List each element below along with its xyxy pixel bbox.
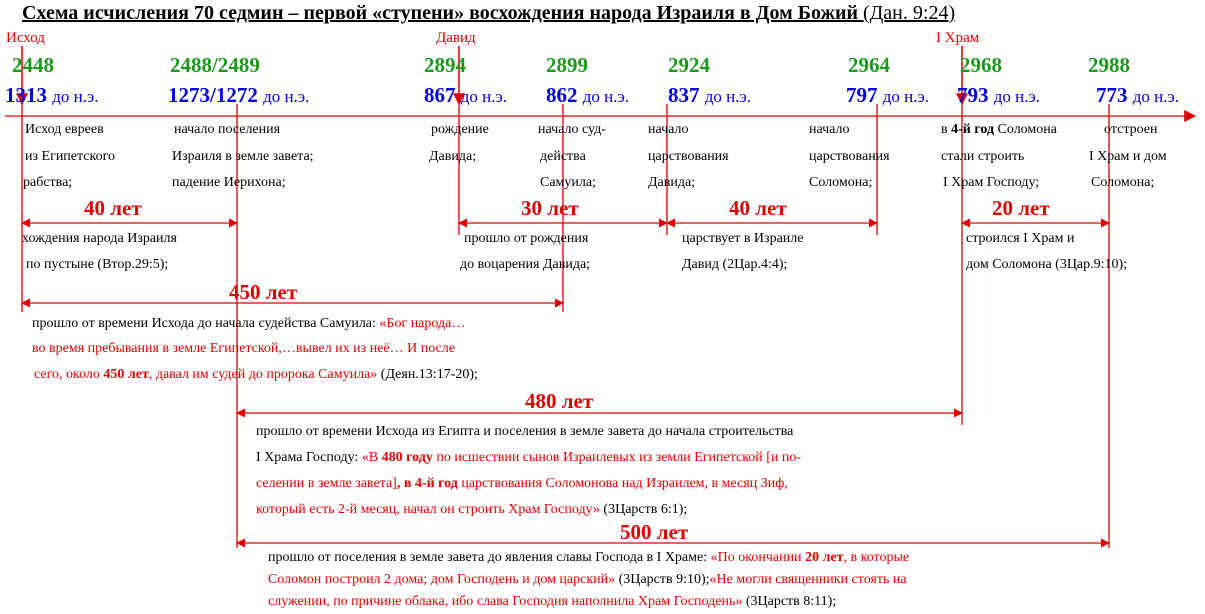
bce-label: 773 до н.э. [1096,83,1180,107]
event-text: в 4-й год Соломона [941,122,1057,137]
year-label: 2894 [424,53,466,77]
duration-note: до воцарения Давида; [460,257,591,272]
year-label: 2899 [546,53,588,77]
event-text: Исход евреев [25,122,104,137]
note-450-line: сего, около 450 лет, давал им судей до пророка Самуила» (Деян.13:17-20); [34,367,478,382]
duration-note: царствует в Израиле [682,231,804,246]
event-text: Соломона; [809,175,873,190]
bce-label: 862 до н.э. [546,83,630,107]
year-label: 2488/2489 [170,53,260,77]
duration-note: хождения народа Израиля [22,231,177,246]
note-480-line: прошло от времени Исхода из Египта и поселения в земле завета до начала строительства [256,424,794,439]
event-text: I Храм и дом [1089,149,1167,164]
event-text: I Храм Господу; [943,175,1040,190]
bce-label: 837 до н.э. [668,83,752,107]
bce-label: 797 до н.э. [846,83,930,107]
note-480-line: селении в земле завета], в 4-й год царствования Соломонова над Израилем, в месяц Зиф, [256,476,788,491]
year-label: 2968 [960,53,1002,77]
note-480-line: который есть 2-й месяц, начал он строить Храм Господу» (3Царств 6:1); [256,502,688,517]
duration-note: строился I Храм и [966,231,1075,246]
event-text: начало поселения [174,122,281,137]
bce-label: 1273/1272 до н.э. [168,83,310,107]
event-text: Давида; [429,149,477,164]
year-label: 2448 [12,53,54,77]
page-title: Схема исчисления 70 седмин – первой «ступени» восхождения народа Израиля в Дом Божий (Дан. 9:24) [22,2,956,24]
event-text: действа [540,149,586,164]
marker-exodus: Исход [6,30,45,46]
duration-label: 40 лет [729,196,787,220]
bce-label: 793 до н.э. [957,83,1041,107]
duration-note: по пустыне (Втор.29:5); [26,257,169,272]
duration-label: 30 лет [521,196,579,220]
duration-label: 480 лет [525,389,594,413]
event-text: Давида; [648,175,696,190]
note-500-line: Соломон построил 2 дома; дом Господень и дом царский» (3Царств 9:10);«Не могли священники стоять на [268,572,907,587]
event-text: стали строить [941,149,1025,164]
title-reference: (Дан. 9:24) [863,2,956,24]
note-500-line: прошло от поселения в земле завета до явления славы Господа в I Храме: «По окончании 20 лет, в которые [268,550,910,565]
event-text: рабства; [23,175,73,190]
duration-label: 500 лет [620,520,689,544]
event-text: царствования [648,149,729,164]
duration-note: дом Соломона (3Цар.9:10); [966,257,1128,272]
event-text: начало суд- [538,122,606,137]
duration-label: 20 лет [992,196,1050,220]
event-text: рождение [431,122,489,137]
event-text: из Египетского [25,149,116,164]
event-text: царствования [809,149,890,164]
duration-label: 40 лет [84,196,142,220]
year-label: 2924 [668,53,710,77]
event-text: начало [809,122,850,137]
note-450-line: прошло от времени Исхода до начала судейства Самуила: «Бог народа… [32,316,466,331]
note-480-line: I Храма Господу: «В 480 году по исшествии сынов Израилевых из земли Египетской [и по- [256,450,802,465]
marker-temple: I Храм [936,30,980,46]
duration-label: 450 лет [229,280,298,304]
bce-label: 867 до н.э. [424,83,508,107]
note-500-line: служении, по причине облака, ибо слава Господня наполнила Храм Господень» (3Царств 8:11); [268,594,837,609]
year-label: 2964 [848,53,890,77]
bce-label: 1313 до н.э. [5,83,99,107]
event-text: падение Иерихона; [172,175,286,190]
note-450-line: во время пребывания в земле Египетской,…вывел их из неё… И после [32,341,455,356]
duration-note: прошло от рождения [464,231,589,246]
event-text: Самуила; [540,175,596,190]
event-text: отстроен [1104,122,1158,137]
duration-note: Давид (2Цар.4:4); [682,257,788,272]
event-text: начало [648,122,689,137]
event-text: Соломона; [1091,175,1155,190]
event-text: Израиля в земле завета; [172,149,314,164]
marker-david: Давид [436,30,476,46]
year-label: 2988 [1088,53,1130,77]
